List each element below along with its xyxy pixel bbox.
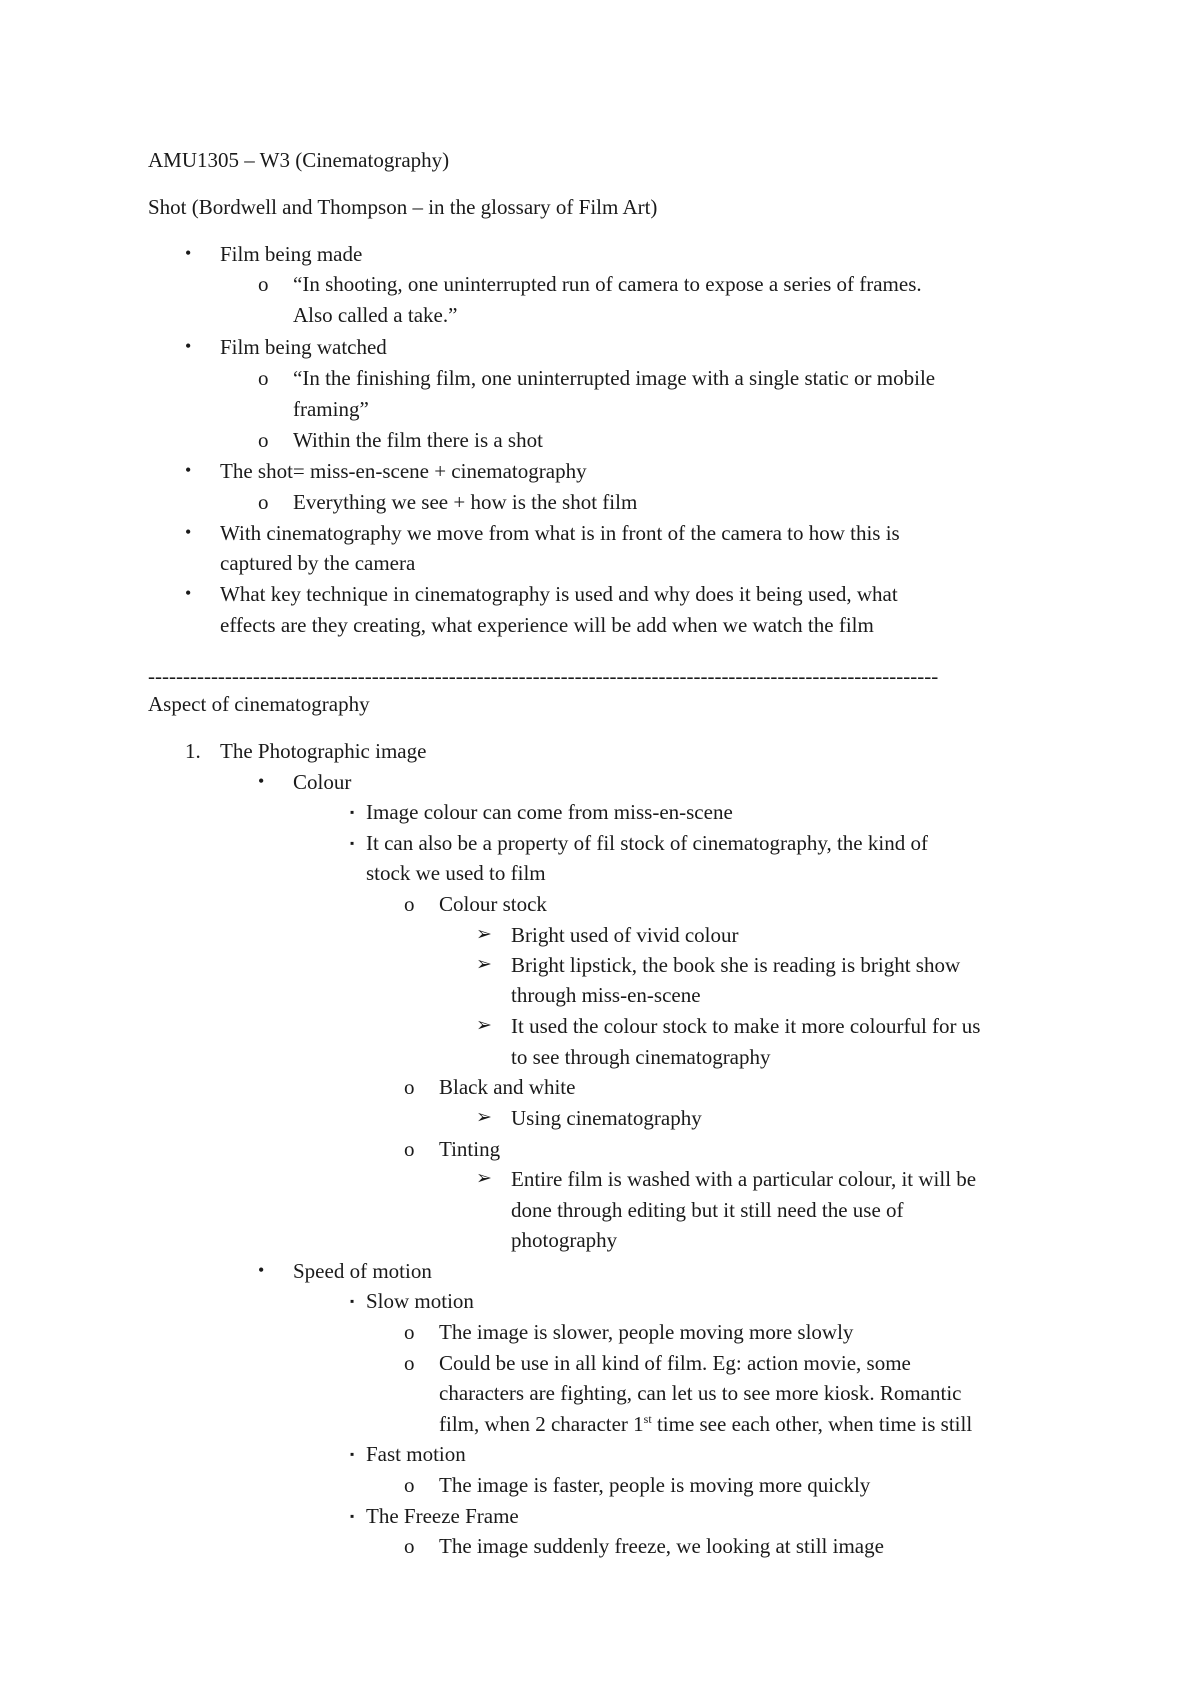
bullet-dot: • (258, 771, 265, 791)
bullet-dot: • (185, 583, 192, 603)
bullet-circle: o (258, 428, 269, 452)
list-item: Slow motion (366, 1289, 474, 1313)
list-item: Using cinematography (511, 1106, 702, 1130)
bullet-circle: o (404, 892, 415, 916)
list-item: Black and white (439, 1075, 576, 1099)
list-item-continuation: to see through cinematography (511, 1045, 771, 1069)
list-item: The image is slower, people moving more slowly (439, 1320, 854, 1344)
list-item: It used the colour stock to make it more colourful for us (511, 1014, 981, 1038)
bullet-square: ▪ (350, 836, 355, 850)
list-item: Colour (293, 770, 352, 794)
list-item: It can also be a property of fil stock of cinematography, the kind of (366, 831, 928, 855)
list-item: With cinematography we move from what is in front of the camera to how this is (220, 521, 900, 545)
list-item: Colour stock (439, 892, 547, 916)
list-item: The Freeze Frame (366, 1504, 519, 1528)
list-number: 1. (185, 739, 201, 763)
bullet-circle: o (404, 1320, 415, 1344)
list-item-continuation (439, 1410, 972, 1438)
arrow-bullet-icon: ➢ (476, 1015, 492, 1036)
section-heading: Aspect of cinematography (148, 692, 370, 716)
list-item: Speed of motion (293, 1259, 432, 1283)
arrow-bullet-icon: ➢ (476, 924, 492, 945)
arrow-bullet-icon: ➢ (476, 1168, 492, 1189)
bullet-circle: o (258, 366, 269, 390)
list-item-continuation: captured by the camera (220, 551, 416, 575)
list-item: Bright used of vivid colour (511, 923, 739, 947)
bullet-square: ▪ (350, 1509, 355, 1523)
list-item-continuation: photography (511, 1228, 618, 1252)
list-item: Everything we see + how is the shot film (293, 490, 638, 514)
list-item: “In shooting, one uninterrupted run of camera to expose a series of frames. (293, 272, 922, 296)
list-item-continuation: Also called a take.” (293, 303, 458, 327)
separator-line: ----------------------------------------------------------------------------------------------------------------- (148, 664, 939, 688)
list-item: The Photographic image (220, 739, 427, 763)
list-item: The image suddenly freeze, we looking at still image (439, 1534, 884, 1558)
bullet-circle: o (404, 1137, 415, 1161)
list-item-continuation: framing” (293, 397, 369, 421)
bullet-dot: • (185, 460, 192, 480)
list-item: Fast motion (366, 1442, 466, 1466)
bullet-circle: o (404, 1351, 415, 1375)
bullet-circle: o (404, 1075, 415, 1099)
bullet-circle: o (258, 272, 269, 296)
text-segment: film, when 2 character 1 (439, 1412, 644, 1436)
list-item: Tinting (439, 1137, 501, 1161)
arrow-bullet-icon: ➢ (476, 954, 492, 975)
bullet-circle: o (404, 1473, 415, 1497)
list-item-continuation: done through editing but it still need the use of (511, 1198, 904, 1222)
list-item: What key technique in cinematography is used and why does it being used, what (220, 582, 898, 606)
list-item-continuation: effects are they creating, what experience will be add when we watch the film (220, 613, 874, 637)
bullet-circle: o (404, 1534, 415, 1558)
document-subtitle: Shot (Bordwell and Thompson – in the glossary of Film Art) (148, 195, 658, 219)
text-segment: time see each other, when time is still (651, 1412, 973, 1436)
bullet-square: ▪ (350, 1294, 355, 1308)
superscript: st (643, 1412, 652, 1426)
list-item-continuation: characters are fighting, can let us to see more kiosk. Romantic (439, 1381, 962, 1405)
list-item: The shot= miss-en-scene + cinematography (220, 459, 587, 483)
bullet-circle: o (258, 490, 269, 514)
document-title: AMU1305 – W3 (Cinematography) (148, 148, 450, 172)
list-item-continuation: stock we used to film (366, 861, 546, 885)
list-item: “In the finishing film, one uninterrupted image with a single static or mobile (293, 366, 936, 390)
arrow-bullet-icon: ➢ (476, 1107, 492, 1128)
list-item: Image colour can come from miss-en-scene (366, 800, 733, 824)
list-item: Entire film is washed with a particular colour, it will be (511, 1167, 977, 1191)
bullet-square: ▪ (350, 1447, 355, 1461)
bullet-dot: • (185, 243, 192, 263)
list-item: Film being watched (220, 335, 387, 359)
bullet-dot: • (258, 1260, 265, 1280)
list-item: Film being made (220, 242, 363, 266)
list-item: Could be use in all kind of film. Eg: action movie, some (439, 1351, 911, 1375)
list-item: Bright lipstick, the book she is reading is bright show (511, 953, 961, 977)
bullet-dot: • (185, 336, 192, 356)
list-item-continuation: through miss-en-scene (511, 983, 701, 1007)
bullet-square: ▪ (350, 805, 355, 819)
list-item: The image is faster, people is moving more quickly (439, 1473, 871, 1497)
bullet-dot: • (185, 522, 192, 542)
list-item: Within the film there is a shot (293, 428, 543, 452)
